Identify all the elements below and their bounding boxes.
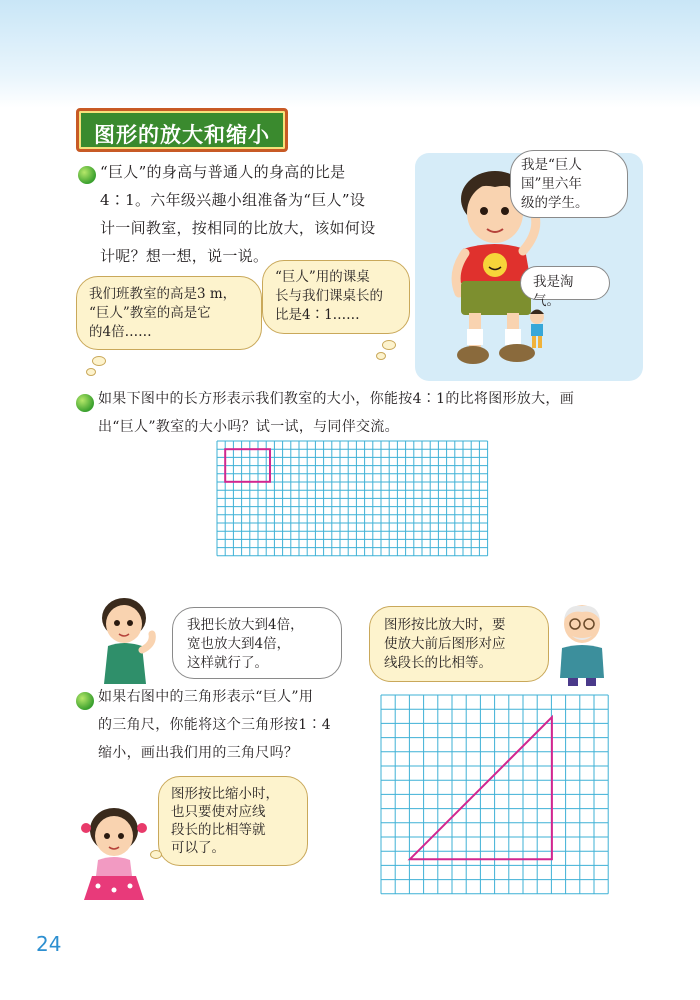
task1-line: 出“巨人”教室的大小吗？试一试，与同伴交流。 — [98, 419, 399, 435]
thought-dot — [382, 340, 396, 350]
bubble-line: 我是“巨人 — [521, 157, 582, 173]
square-grid-1 — [217, 441, 487, 587]
task1-paragraph — [98, 385, 658, 441]
bubble-line: 线段长的比相等。 — [384, 655, 492, 671]
thought-bubble-classroom — [76, 276, 262, 350]
header-band — [0, 0, 700, 108]
speech-bubble-boy — [172, 607, 342, 679]
bubble-line: 宽也放大到4倍， — [187, 636, 291, 652]
intro-line: 计呢？想一想，说一说。 — [100, 247, 269, 265]
intro-line: “巨人”的身高与普通人的身高的比是 — [100, 163, 346, 181]
speech-bubble-giant — [510, 150, 628, 218]
bubble-line: “巨人”用的课桌 — [275, 269, 370, 285]
thought-bubble-girl — [158, 776, 308, 866]
thought-dot — [86, 368, 96, 376]
intro-line: 计一间教室，按相同的比放大，该如何设 — [100, 219, 376, 237]
intro-line: 4∶1。六年级兴趣小组准备为“巨人”设 — [100, 191, 366, 209]
intro-paragraph — [100, 158, 410, 270]
bubble-line: 国”里六年 — [521, 176, 582, 192]
bubble-line: 我们班教室的高是3 m， — [89, 286, 237, 302]
bubble-line: 这样就行了。 — [187, 655, 268, 671]
bubble-line: 比是4∶1…… — [275, 307, 360, 323]
bubble-line: 我是淘气。 — [533, 274, 574, 309]
task2-line: 的三角尺，你能将这个三角形按1∶4 — [98, 717, 331, 733]
speech-bubble-taoqi — [520, 266, 610, 309]
bubble-line: 段长的比相等就 — [171, 822, 266, 838]
thought-dot — [376, 352, 386, 360]
bubble-line: 使放大前后图形对应 — [384, 636, 506, 652]
bubble-line: 我把长放大到4倍， — [187, 617, 304, 633]
section-title: 图形的放大和缩小 — [94, 123, 270, 147]
task2-line: 如果右图中的三角形表示“巨人”用 — [98, 689, 314, 705]
thought-dot — [92, 356, 106, 366]
green-bullet-icon — [78, 166, 96, 184]
bubble-line: “巨人”教室的高是它 — [89, 305, 211, 321]
bubble-line: 长与我们课桌长的 — [275, 288, 383, 304]
set-square-triangle — [410, 717, 552, 859]
green-bullet-icon — [76, 692, 94, 710]
grandpa-illustration — [552, 598, 612, 690]
green-bullet-icon — [76, 394, 94, 412]
task1-line: 如果下图中的长方形表示我们教室的大小，你能按4∶1的比将图形放大，画 — [98, 391, 575, 407]
square-grid-2 — [381, 695, 609, 881]
boy-illustration — [92, 590, 172, 686]
section-title-box — [76, 108, 288, 152]
task2-line: 缩小，画出我们用的三角尺吗？ — [98, 745, 299, 761]
page-number: 24 — [36, 932, 62, 956]
speech-bubble-grandpa — [369, 606, 549, 682]
girl-illustration — [78, 800, 154, 910]
bubble-line: 的4倍…… — [89, 324, 152, 340]
thought-bubble-desk — [262, 260, 410, 334]
bubble-line: 也只要使对应线 — [171, 804, 266, 820]
bubble-line: 图形按比放大时，要 — [384, 617, 506, 633]
task2-paragraph — [98, 683, 368, 767]
bubble-line: 图形按比缩小时， — [171, 786, 279, 802]
bubble-line: 级的学生。 — [521, 195, 589, 211]
bubble-line: 可以了。 — [171, 840, 225, 856]
